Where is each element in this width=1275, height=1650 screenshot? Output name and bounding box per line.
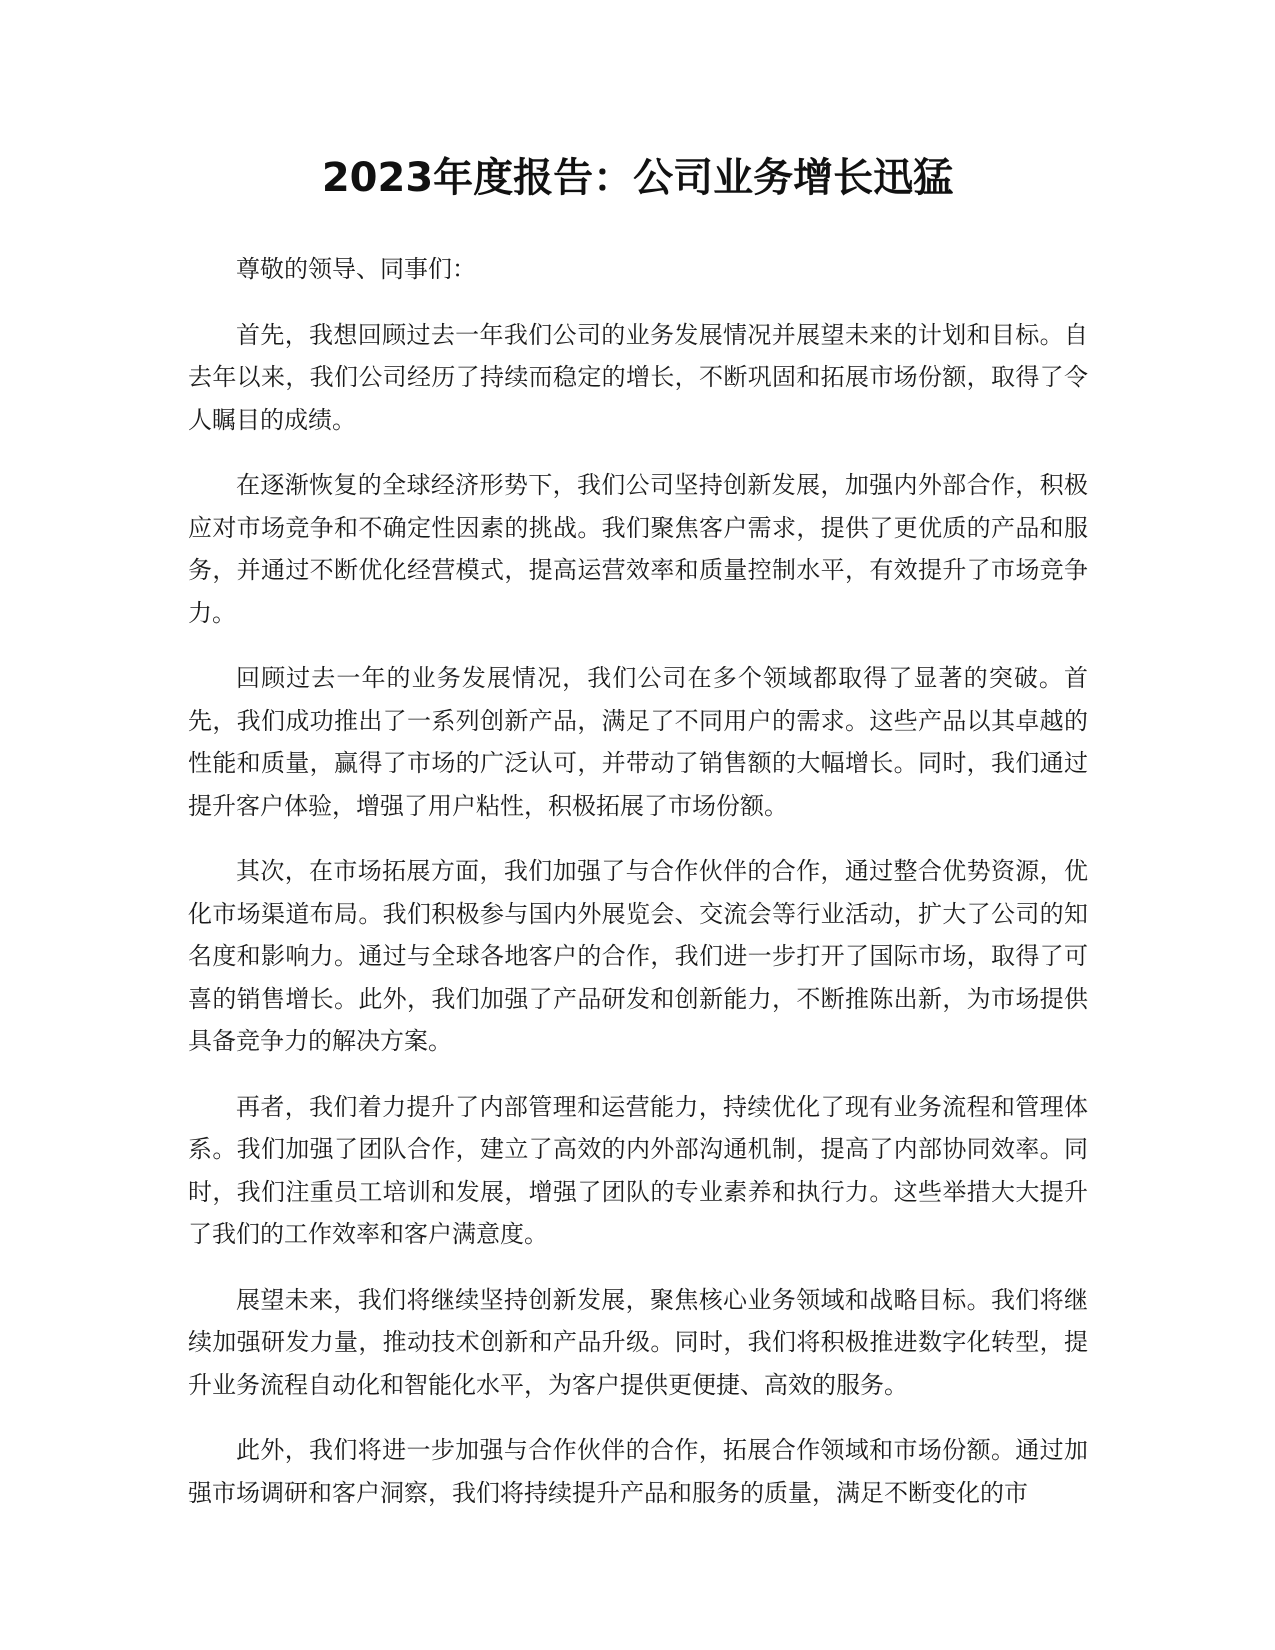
paragraph: 回顾过去一年的业务发展情况，我们公司在多个领域都取得了显著的突破。首先，我们成功推出了一系列创新产品，满足了不同用户的需求。这些产品以其卓越的性能和质量，赢得了市场的广泛认可，并带动了销售额的大幅增长。同时，我们通过提升客户体验，增强了用户粘性，积极拓展了市场份额。 bbox=[188, 664, 1088, 820]
paragraph: 在逐渐恢复的全球经济形势下，我们公司坚持创新发展，加强内外部合作，积极应对市场竞争和不确定性因素的挑战。我们聚焦客户需求，提供了更优质的产品和服务，并通过不断优化经营模式，提高运营效率和质量控制水平，有效提升了市场竞争力。 bbox=[188, 471, 1088, 627]
document-title: 2023年度报告：公司业务增长迅猛 bbox=[321, 155, 954, 201]
paragraph: 首先，我想回顾过去一年我们公司的业务发展情况并展望未来的计划和目标。自去年以来，我们公司经历了持续而稳定的增长，不断巩固和拓展市场份额，取得了令人瞩目的成绩。 bbox=[188, 320, 1088, 434]
paragraph: 其次，在市场拓展方面，我们加强了与合作伙伴的合作，通过整合优势资源，优化市场渠道布局。我们积极参与国内外展览会、交流会等行业活动，扩大了公司的知名度和影响力。通过与全球各地客户的合作，我们进一步打开了国际市场，取得了可喜的销售增长。此外，我们加强了产品研发和创新能力，不断推陈出新，为市场提供具备竞争力的解决方案。 bbox=[188, 857, 1088, 1055]
paragraph: 展望未来，我们将继续坚持创新发展，聚焦核心业务领域和战略目标。我们将继续加强研发力量，推动技术创新和产品升级。同时，我们将积极推进数字化转型，提升业务流程自动化和智能化水平，为客户提供更便捷、高效的服务。 bbox=[188, 1285, 1088, 1399]
document-body bbox=[188, 248, 1088, 1537]
salutation: 尊敬的领导、同事们： bbox=[236, 255, 476, 283]
paragraph: 再者，我们着力提升了内部管理和运营能力，持续优化了现有业务流程和管理体系。我们加强了团队合作，建立了高效的内外部沟通机制，提高了内部协同效率。同时，我们注重员工培训和发展，增强了团队的专业素养和执行力。这些举措大大提升了我们的工作效率和客户满意度。 bbox=[188, 1092, 1088, 1248]
paragraph: 此外，我们将进一步加强与合作伙伴的合作，拓展合作领域和市场份额。通过加强市场调研和客户洞察，我们将持续提升产品和服务的质量，满足不断变化的市 bbox=[188, 1436, 1088, 1507]
